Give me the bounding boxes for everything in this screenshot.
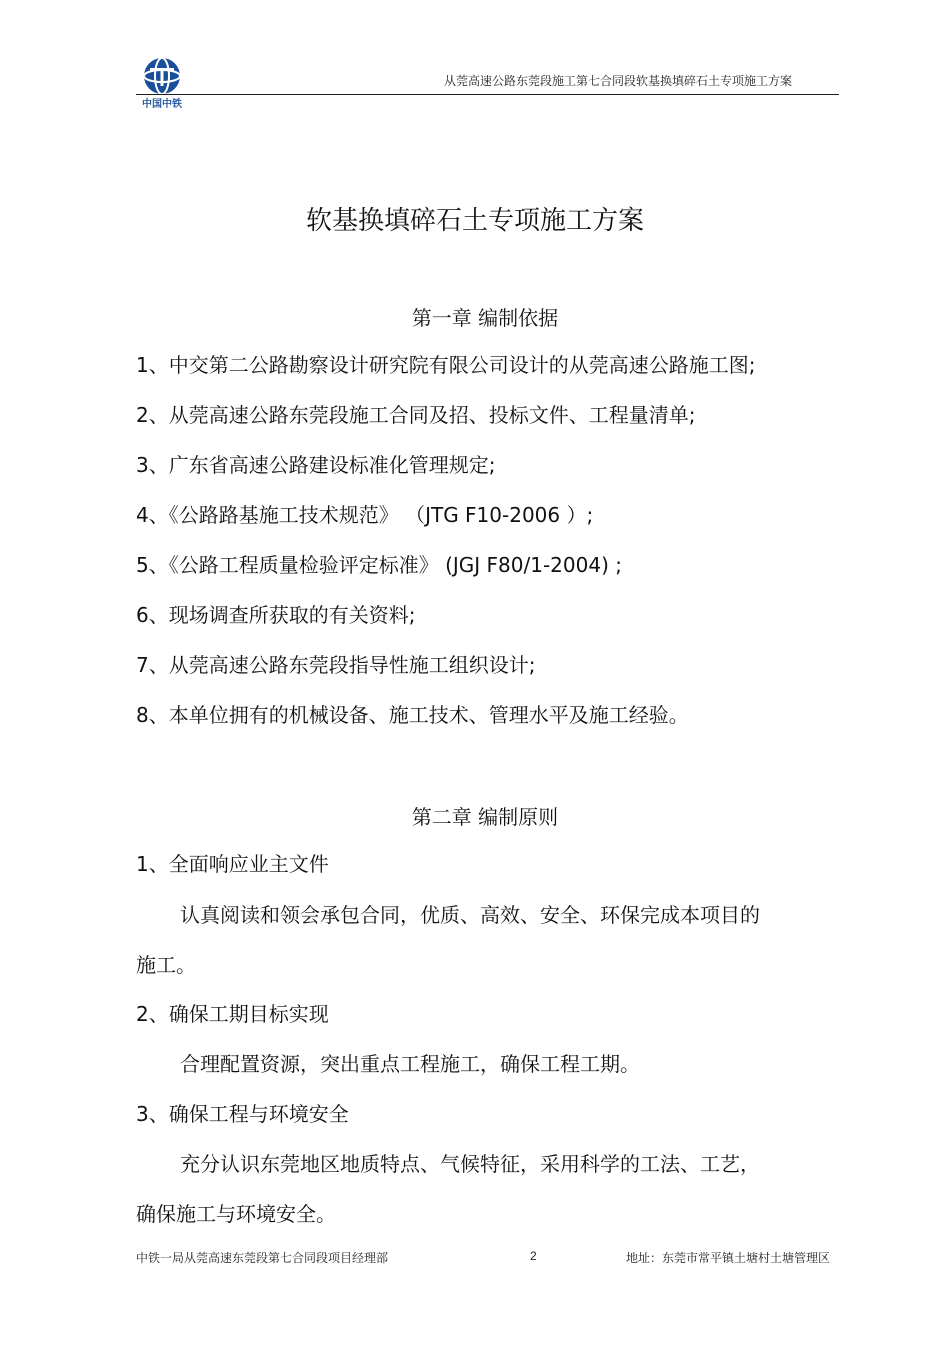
basis-item-3: 3、广东省高速公路建设标准化管理规定; bbox=[136, 453, 496, 477]
footer-organization: 中铁一局从莞高速东莞段第七合同段项目经理部 bbox=[136, 1251, 389, 1265]
principle-2-title: 2、确保工期目标实现 bbox=[136, 1002, 329, 1026]
chapter-1-heading: 第一章 编制依据 bbox=[411, 306, 559, 330]
principle-3-title: 3、确保工程与环境安全 bbox=[136, 1102, 349, 1126]
document-title: 软基换填碎石土专项施工方案 bbox=[305, 206, 644, 236]
page-number: 2 bbox=[530, 1249, 537, 1263]
principle-2-body: 合理配置资源，突出重点工程施工，确保工程工期。 bbox=[180, 1052, 640, 1076]
basis-item-5: 5、《公路工程质量检验评定标准》 (JGJ F80/1-2004) ; bbox=[136, 553, 622, 577]
logo-text: 中国中铁 bbox=[142, 99, 182, 110]
footer-address: 地址：东莞市常平镇土塘村土塘管理区 bbox=[625, 1251, 830, 1265]
principle-1-body-cont: 施工。 bbox=[136, 953, 196, 977]
basis-item-4: 4、《公路路基施工技术规范》 （JTG F10-2006 ）; bbox=[136, 503, 594, 527]
running-header-title: 从莞高速公路东莞段施工第七合同段软基换填碎石土专项施工方案 bbox=[443, 74, 792, 88]
header-divider bbox=[136, 94, 839, 95]
company-logo bbox=[136, 56, 188, 112]
basis-item-6: 6、现场调查所获取的有关资料; bbox=[136, 603, 416, 627]
crec-logo-icon bbox=[136, 56, 188, 96]
basis-item-2: 2、从莞高速公路东莞段施工合同及招、投标文件、工程量清单; bbox=[136, 403, 696, 427]
chapter-2-heading: 第二章 编制原则 bbox=[411, 805, 559, 829]
basis-item-1: 1、中交第二公路勘察设计研究院有限公司设计的从莞高速公路施工图; bbox=[136, 353, 756, 377]
principle-1-body: 认真阅读和领会承包合同，优质、高效、安全、环保完成本项目的 bbox=[180, 903, 760, 927]
basis-item-8: 8、本单位拥有的机械设备、施工技术、管理水平及施工经验。 bbox=[136, 703, 689, 727]
principle-1-title: 1、全面响应业主文件 bbox=[136, 852, 329, 876]
principle-3-body: 充分认识东莞地区地质特点、气候特征，采用科学的工法、工艺， bbox=[180, 1152, 760, 1176]
basis-item-7: 7、从莞高速公路东莞段指导性施工组织设计; bbox=[136, 653, 536, 677]
principle-3-body-cont: 确保施工与环境安全。 bbox=[136, 1202, 336, 1226]
